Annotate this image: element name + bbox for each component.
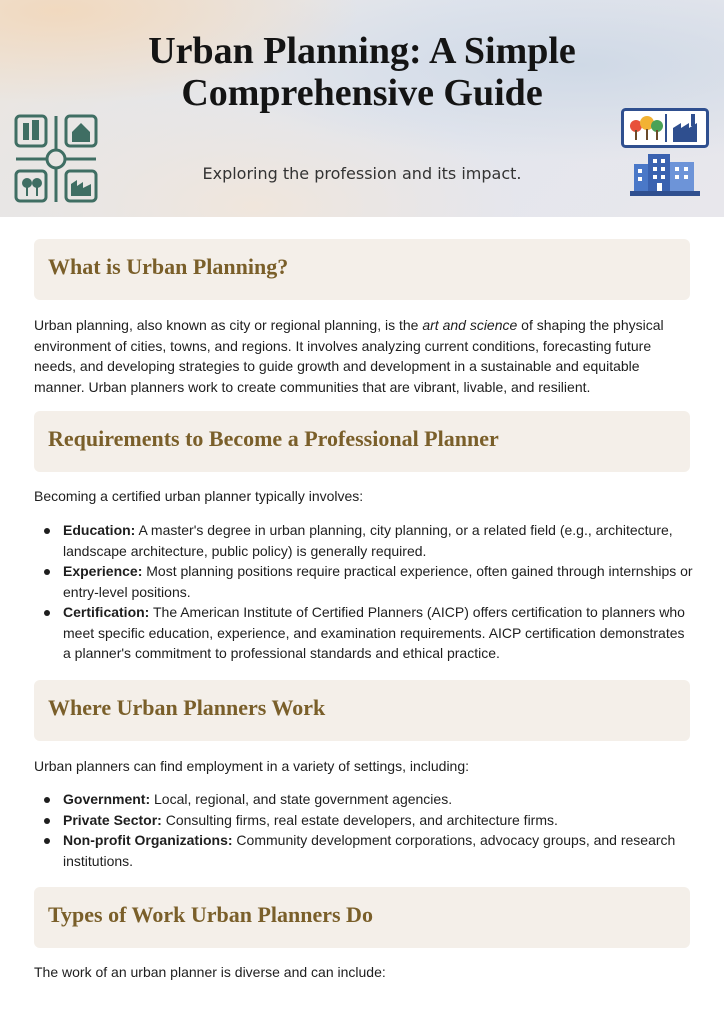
section-heading: Requirements to Become a Professional Planner xyxy=(48,426,499,451)
bullet-icon xyxy=(44,528,50,534)
bullet-icon xyxy=(44,838,50,844)
city-map-icon xyxy=(14,114,98,204)
section-header-types-of-work xyxy=(34,887,690,948)
section-intro: The work of an urban planner is diverse and can include: xyxy=(34,964,386,980)
emphasis-text: art and science xyxy=(422,317,518,333)
section-intro: Urban planners can find employment in a variety of settings, including: xyxy=(34,758,470,774)
list-item: Non-profit Organizations: Community development corporations, advocacy groups, and research institutions. xyxy=(34,830,694,871)
workplaces-list xyxy=(34,789,694,871)
list-item: Experience: Most planning positions require practical experience, often gained through internships or entry-level positions. xyxy=(34,561,694,602)
section-header-what-is xyxy=(34,239,690,300)
section-header-requirements xyxy=(34,411,690,472)
intro-paragraph: Urban planning, also known as city or regional planning, is the art and science of shaping the physical environment of cities, towns, and regions. It involves analyzing current conditions, forecasting future needs, and developing strategies to guide growth and development in a sustainable and equitable manner. Urban planners work to create communities that are vibrant, livable, and resilient. xyxy=(34,317,664,395)
bullet-icon xyxy=(44,818,50,824)
requirements-list xyxy=(34,520,694,664)
buildings-icon xyxy=(630,150,700,196)
section-intro: Becoming a certified urban planner typically involves: xyxy=(34,488,364,504)
bullet-icon xyxy=(44,569,50,575)
section-header-where-work xyxy=(34,680,690,741)
bullet-icon xyxy=(44,610,50,616)
bullet-icon xyxy=(44,797,50,803)
list-item: Private Sector: Consulting firms, real estate developers, and architecture firms. xyxy=(34,810,694,831)
page-subtitle: Exploring the profession and its impact. xyxy=(202,164,522,183)
list-item: Certification: The American Institute of Certified Planners (AICP) offers certification to planners who meet specific education, experience, and examination requirements. AICP certification demonstrates a planner's commitment to professional standards and ethical practice. xyxy=(34,602,694,664)
page-title: Urban Planning: A Simple Comprehensive Guide xyxy=(148,30,576,114)
section-heading: Types of Work Urban Planners Do xyxy=(48,902,373,927)
list-item: Education: A master's degree in urban planning, city planning, or a related field (e.g., architecture, landscape architecture, public policy) is generally required. xyxy=(34,520,694,561)
header-banner xyxy=(0,0,724,217)
section-heading: What is Urban Planning? xyxy=(48,254,289,279)
park-factory-icon xyxy=(621,108,709,148)
list-item: Government: Local, regional, and state government agencies. xyxy=(34,789,694,810)
section-heading: Where Urban Planners Work xyxy=(48,695,326,720)
